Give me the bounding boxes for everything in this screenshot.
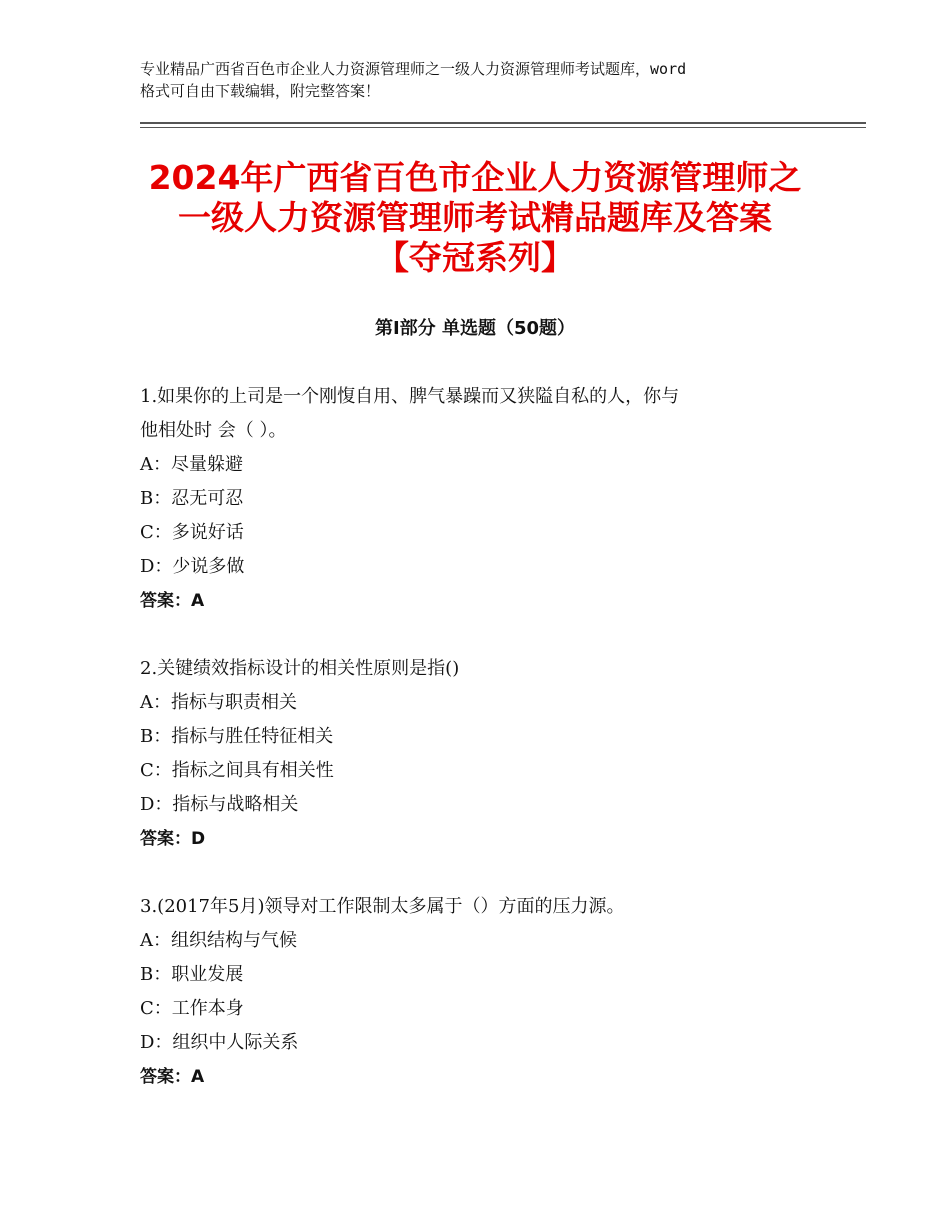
option-c: C：指标之间具有相关性 [140, 760, 334, 781]
header-note [140, 58, 820, 102]
option-a: A：组织结构与气候 [140, 930, 297, 951]
option-d: D：组织中人际关系 [140, 1032, 299, 1053]
option-d: D：少说多做 [140, 556, 245, 577]
question-item [140, 892, 840, 1096]
question-stem-line: 3.(2017年5月)领导对工作限制太多属于（）方面的压力源。 [140, 896, 625, 917]
header-note-line: 格式可自由下载编辑，附完整答案！ [140, 82, 381, 100]
option-b: B：职业发展 [140, 964, 244, 985]
header-divider [140, 122, 866, 128]
title-line: 【夺冠系列】 [376, 238, 574, 277]
option-b: B：指标与胜任特征相关 [140, 726, 334, 747]
option-c: C：多说好话 [140, 522, 244, 543]
question-stem [140, 654, 840, 688]
answer-label: 答案：D [140, 829, 206, 849]
option-d: D：指标与战略相关 [140, 794, 299, 815]
answer-label: 答案：A [140, 591, 205, 611]
question-item [140, 382, 840, 620]
question-item [140, 654, 840, 858]
question-stem [140, 382, 840, 450]
question-stem-line: 1.如果你的上司是一个刚愎自用、脾气暴躁而又狭隘自私的人，你与 [140, 386, 680, 407]
question-list [140, 382, 840, 1130]
answer-label: 答案：A [140, 1067, 205, 1087]
section-heading: 第Ⅰ部分 单选题（50题） [374, 318, 575, 339]
question-stem [140, 892, 840, 926]
option-c: C：工作本身 [140, 998, 244, 1019]
question-stem-line: 他相处时 会（ ）。 [140, 420, 287, 441]
title-line: 一级人力资源管理师考试精品题库及答案 [178, 198, 772, 237]
option-b: B：忍无可忍 [140, 488, 244, 509]
header-note-line: 专业精品广西省百色市企业人力资源管理师之一级人力资源管理师考试题库，word [140, 60, 687, 78]
question-stem-line: 2.关键绩效指标设计的相关性原则是指() [140, 658, 460, 679]
document-title [60, 158, 890, 278]
option-a: A：尽量躲避 [140, 454, 243, 475]
title-line: 2024年广西省百色市企业人力资源管理师之 [148, 158, 802, 197]
option-a: A：指标与职责相关 [140, 692, 297, 713]
